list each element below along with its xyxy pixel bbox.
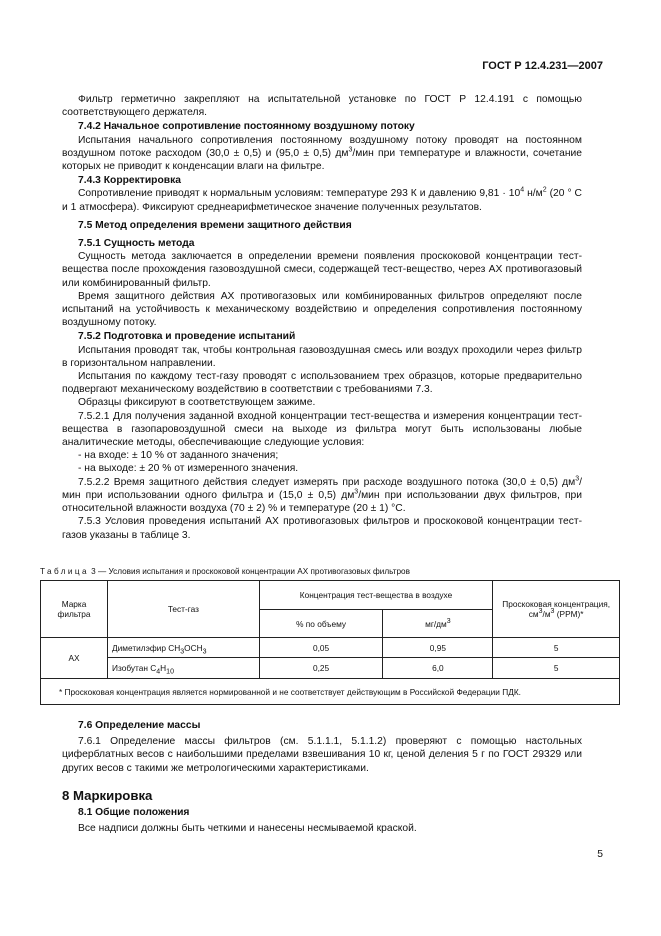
header-cell-volume: % по объему [259,610,383,638]
cell-breakthrough: 5 [493,658,620,679]
table-row [41,638,620,658]
paragraph-7-5-2-1: 7.5.2.1 Для получения заданной входной концентрации тест-вещества и измерения концентрации тест-вещества в газопаровоздушной смеси на выходе из фильтра могут быть использованы любые аналитические методы, обеспечивающие следующие условия: [62,410,582,449]
header-cell-mark: Марка фильтра [41,581,108,638]
section-title-7-4-2: 7.4.2 Начальное сопротивление постоянному воздушному потоку [78,121,415,133]
after-table-text [62,719,582,835]
paragraph-8-1: Все надписи должны быть четкими и нанесены несмываемой краской. [78,823,417,835]
list-item-inlet: - на входе: ± 10 % от заданного значения; [78,450,279,462]
cell-volume: 0,05 [259,638,383,658]
list-item-outlet: - на выходе: ± 20 % от измеренного значения. [78,463,299,475]
section-title-7-5-1: 7.5.1 Сущность метода [78,238,195,250]
cell-breakthrough: 5 [493,638,620,658]
cell-mg: 6,0 [383,658,493,679]
paragraph-7-5-2-2: 7.5.2.2 Время защитного действия следует измерять при расходе воздушного потока (30,0 ± 0,5) $дм^3$/мин при использовании одного фильтра и (15,0 ± 0,5) $дм^3$/мин при использовании двух фильтров, при относительной влажности воздуха (70 ± 2) % и температуре (20 ± 1) °С. [62,475,582,515]
paragraph: Испытания проводят так, чтобы контрольная газовоздушная смесь или воздух проходили через фильтр в горизонтальном направлении. [62,344,582,369]
header-cell-mg: $мг/дм^3$ [383,610,493,638]
paragraph: Испытания по каждому тест-газу проводят с использованием трех образцов, которые предварительно подвергают механическому воздействию в соответствии с требованиями 7.3. [62,371,582,396]
paragraph: Испытания начального сопротивления постоянному воздушному потоку проводят на постоянном воздушном потоке расходом (30,0 ± 0,5) и (95,0 ± 0,5) $дм^3$/мин при температуре и влажности, сочетание которых не приводит к конденсации влаги на фильтре. [62,134,582,173]
paragraph: Сопротивление приводят к нормальным условиям: температуре 293 К и давлению $9,81 \cdot 10^4$ $н/м^2$ (20 ° С и 1 атмосфера). Фиксируют среднеарифметическое значение полученных результатов. [62,187,582,213]
cell-volume: 0,25 [259,658,383,679]
paragraph: Фильтр герметично закрепляют на испытательной установке по ГОСТ Р 12.4.191 с помощью соответствующего держателя. [62,94,582,119]
cell-gas: Изобутан $C_4H_{10}$ [108,658,260,679]
cell-mark: АХ [41,638,108,679]
section-title-7-6: 7.6 Определение массы [78,720,201,731]
header-cell-concentration: Концентрация тест-вещества в воздухе [259,581,493,610]
section-title-8: 8 Маркировка [62,787,153,803]
section-title-7-5-2: 7.5.2 Подготовка и проведение испытаний [78,331,296,343]
page-number: 5 [597,849,603,860]
header-cell-breakthrough: Проскоковая концентрация, $см^3/м^3$ (PPM)* [493,581,620,638]
header-cell-gas: Тест-газ [108,581,260,638]
paragraph: Образцы фиксируют в соответствующем зажиме. [78,397,316,409]
paragraph: Сущность метода заключается в определении времени появления проскоковой концентрации тест-вещества после прохождения газовоздушной смеси, содержащей тест-вещество, через АХ противогазовый или комбинированный фильтр. [62,251,582,289]
cell-mg: 0,95 [383,638,493,658]
cell-gas: Диметилэфир $CH_3OCH_3$ [108,638,260,658]
main-text [62,93,582,542]
section-title-7-5: 7.5 Метод определения времени защитного действия [78,219,352,231]
table-row [41,658,620,679]
paragraph-7-6-1: 7.6.1 Определение массы фильтров (см. 5.1.1.1, 5.1.1.2) проверяют с помощью настольных циферблатных весов с наибольшими пределами взвешивания 10 кг, ценой деления 5 г по ГОСТ 29329 или других весов с такими же метрологическими характеристиками. [62,736,582,774]
table-footnote: * Проскоковая концентрация является нормированной и не соответствует действующим в Российской Федерации ПДК. [41,679,620,705]
table-caption: Таблица 3 — Условия испытания и проскоковой концентрации АХ противогазовых фильтров [40,567,410,576]
section-title-7-4-3: 7.4.3 Корректировка [78,175,181,187]
section-title-8-1: 8.1 Общие положения [78,807,190,819]
paragraph: Время защитного действия АХ противогазовых или комбинированных фильтров определяют после испытаний на устойчивость к механическому воздействию и определения сопротивления постоянному воздушному потоку. [62,290,582,329]
table-3 [40,580,620,705]
paragraph-7-5-3: 7.5.3 Условия проведения испытаний АХ противогазовых фильтров и проскоковой концентрации тест-газов указаны в таблице 3. [62,516,582,541]
document-id: ГОСТ Р 12.4.231—2007 [482,60,603,72]
